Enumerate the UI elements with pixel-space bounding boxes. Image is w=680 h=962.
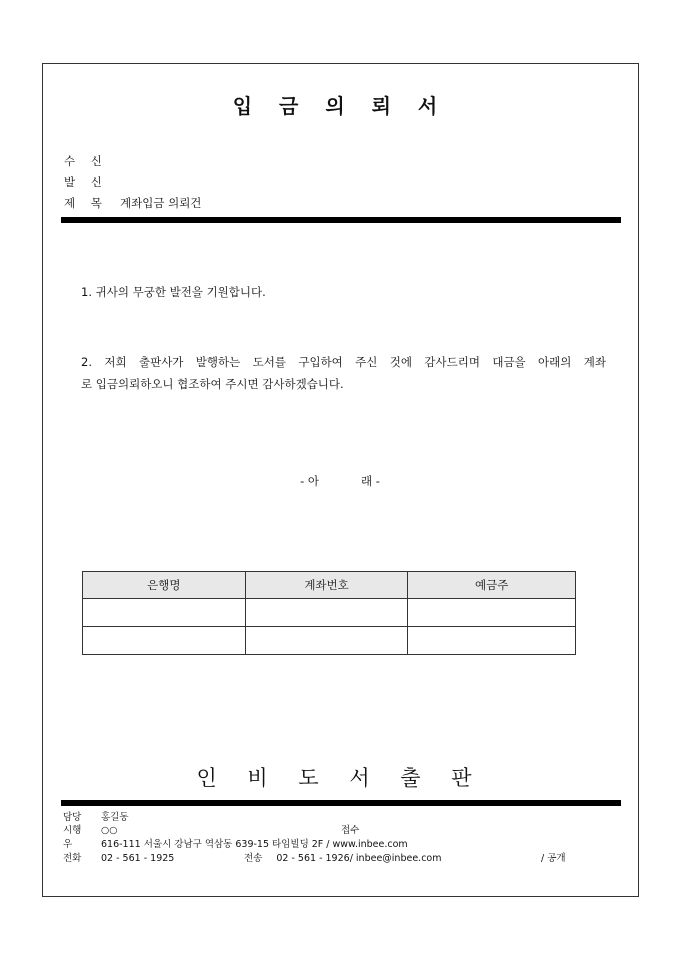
subject-label: 제 목 — [64, 196, 108, 210]
receipt-label: 접수 — [341, 825, 360, 836]
phone-label: 전화 — [63, 853, 82, 864]
table-row — [83, 627, 576, 655]
manager-value: 홍길동 — [101, 812, 129, 823]
disclosure-status: / 공개 — [541, 853, 566, 864]
issuer-label: 시행 — [63, 825, 82, 836]
footer-divider — [61, 800, 621, 806]
table-cell — [408, 599, 576, 627]
header-account-holder: 예금주 — [408, 572, 576, 599]
recipient-label: 수 신 — [64, 154, 108, 168]
paragraph-2 — [81, 351, 606, 395]
sender-row — [64, 174, 120, 190]
table-cell — [245, 627, 408, 655]
document-title: 입 금 의 뢰 서 — [232, 94, 448, 118]
address-value: 616-111 서울시 강남구 역삼동 639-15 타임빌딩 2F / www.inbee.com — [101, 839, 408, 850]
footer-address-row — [63, 838, 408, 851]
account-table — [82, 571, 576, 655]
fax-value: 02 - 561 - 1926/ inbee@inbee.com — [276, 853, 442, 864]
phone-value: 02 - 561 - 1925 — [101, 853, 175, 864]
footer-manager-row — [63, 811, 129, 824]
sender-label: 발 신 — [64, 175, 108, 189]
recipient-row — [64, 153, 120, 169]
footer-issuer-row — [63, 824, 118, 837]
table-row — [83, 599, 576, 627]
header-account-number: 계좌번호 — [245, 572, 408, 599]
paragraph-2-line-2: 로 입금의뢰하오니 협조하여 주시면 감사하겠습니다. — [81, 377, 344, 391]
header-divider — [61, 217, 621, 223]
below-heading-left: - 아 — [300, 474, 319, 488]
issuer-value: ○○ — [101, 825, 118, 836]
footer-fax-row — [244, 852, 441, 865]
subject-row — [64, 195, 201, 211]
manager-label: 담당 — [63, 812, 82, 823]
table-cell — [83, 627, 246, 655]
subject-value: 계좌입금 의뢰건 — [120, 196, 202, 210]
fax-label: 전송 — [244, 853, 263, 864]
below-heading-right: 래 - — [361, 474, 380, 488]
table-cell — [408, 627, 576, 655]
footer-phone-row — [63, 852, 174, 865]
table-header-row — [83, 572, 576, 599]
table-cell — [245, 599, 408, 627]
table-cell — [83, 599, 246, 627]
header-bank-name: 은행명 — [83, 572, 246, 599]
below-heading — [0, 473, 680, 489]
company-name: 인 비 도 서 출 판 — [196, 766, 484, 790]
paragraph-1: 1. 귀사의 무궁한 발전을 기원합니다. — [81, 285, 266, 299]
address-label: 우 — [63, 839, 73, 850]
paragraph-2-line-1: 2. 저희 출판사가 발행하는 도서를 구입하여 주신 것에 감사드리며 대금을 아래의 계좌 — [81, 355, 606, 369]
